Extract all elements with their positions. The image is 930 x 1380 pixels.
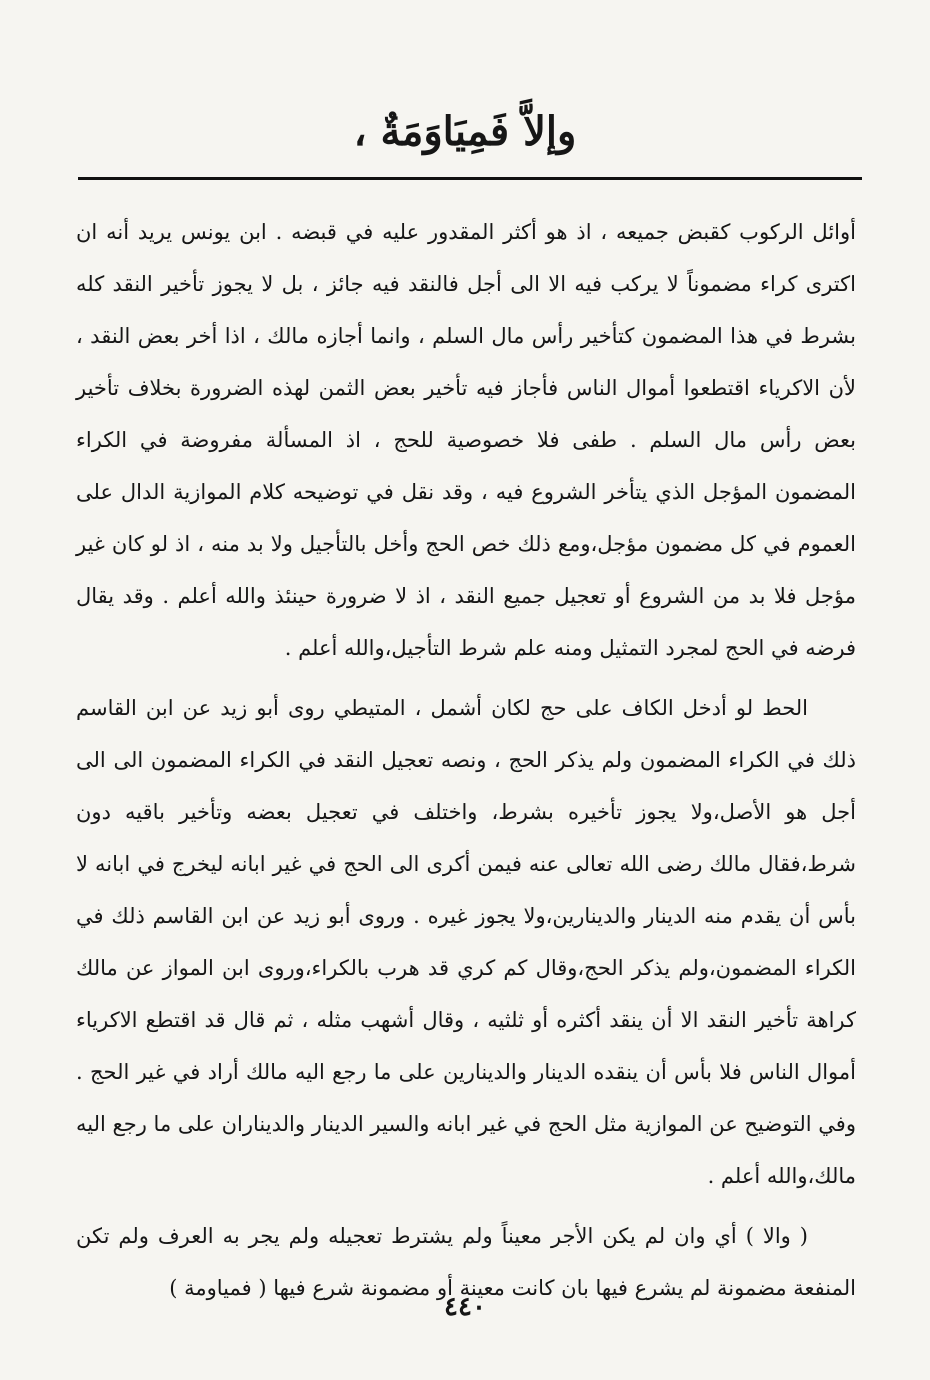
paragraph-2 [76,682,856,1202]
text-line: الى أجل هو الأصل،ولا يجوز تأخيره بشرط، واختلف في تعجيل بعضه وتأخير باقيه [76,748,856,824]
text-line: ثم قال قد اقتطع الاكرياء أموال الناس فلا بأس أن ينقده الدينار والدينارين على ما [76,1008,856,1084]
text-line: ذلك في الكراء المضمون ولم يذكر الحج ، ونصه تعجيل النقد في الكراء المضمون الى [113,748,856,772]
body-text [76,206,856,1314]
text-line: مفروضة في الكراء المضمون المؤجل الذي يتأخر الشروع فيه ، وقد نقل في توضيحه [76,428,856,504]
text-line: تكن المنفعة مضمونة لم يشرع فيها بان كانت معينة أو مضمونة شرع فيها ( فمياومة ) [76,1224,856,1300]
text-line: النقد كله بشرط في هذا المضمون كتأخير رأس مال السلم ، وانما أجازه مالك ، اذا أخر [76,272,857,348]
text-line: بعض النقد ، لأن الاكرياء اقتطعوا أموال الناس فأجاز فيه تأخير بعض الثمن لهذه [76,324,857,400]
text-line: الحط لو أدخل الكاف على حج لكان أشمل ، المتيطي روى أبو زيد عن ابن القاسم [76,696,808,720]
text-line: رجع اليه مالك أراد في غير الحج . وفي التوضيح عن الموازية مثل الحج في غير ابانه والسير [76,1060,856,1136]
text-line: لا ضرورة حينئذ والله أعلم . وقد يقال فرضه في الحج لمجرد التمثيل ومنه علم شرط [76,584,856,660]
text-line: ابانه لا بأس أن يقدم منه الدينار والدينارين،ولا يجوز غيره . وروى أبو زيد عن ابن [76,852,856,928]
paragraph-1 [76,206,856,674]
running-header-title: وإلاَّ فَمِيَاوَمَةٌ ، [353,108,577,155]
text-line: التأجيل،والله أعلم . [284,636,452,660]
text-line: دون شرط،فقال مالك رضى الله تعالى عنه فيمن أكرى الى الحج في غير ابانه ليخرج في [76,800,857,876]
text-line: ان اكترى كراء مضموناً لا يركب فيه الا الى أجل فالنقد فيه جائز ، بل لا يجوز تأخير [76,220,856,296]
page-number: ٤٤٠ [444,1292,486,1322]
text-line: الضرورة بخلاف تأخير بعض رأس مال السلم . طفى فلا خصوصية للحج ، اذ المسألة [76,376,856,452]
text-line: ابن المواز عن مالك كراهة تأخير النقد الا أن ينقد أكثره أو ثلثيه ، وقال أشهب مثله ، [76,956,857,1032]
text-line: القاسم ذلك في الكراء المضمون،ولم يذكر الحج،وقال كم كري قد هرب بالكراء،وروى [76,904,856,980]
text-line: كلام الموازية الدال على العموم في كل مضمون مؤجل،ومع ذلك خص الحج وأخل بالتأجيل [76,480,856,556]
text-line: الدينار والديناران على ما رجع اليه مالك،والله أعلم . [76,1112,856,1188]
text-line: ( والا ) أي وان لم يكن الأجر معيناً ولم يشترط تعجيله ولم يجر به العرف ولم [118,1224,808,1248]
text-line: ولا بد منه ، اذ لو كان غير مؤجل فلا بد من الشروع أو تعجيل جميع النقد ، اذ [76,532,856,608]
text-line: أوائل الركوب كقبض جميعه ، اذ هو أكثر المقدور عليه في قبضه . ابن يونس يريد أنه [106,220,856,244]
header-rule [78,177,862,180]
